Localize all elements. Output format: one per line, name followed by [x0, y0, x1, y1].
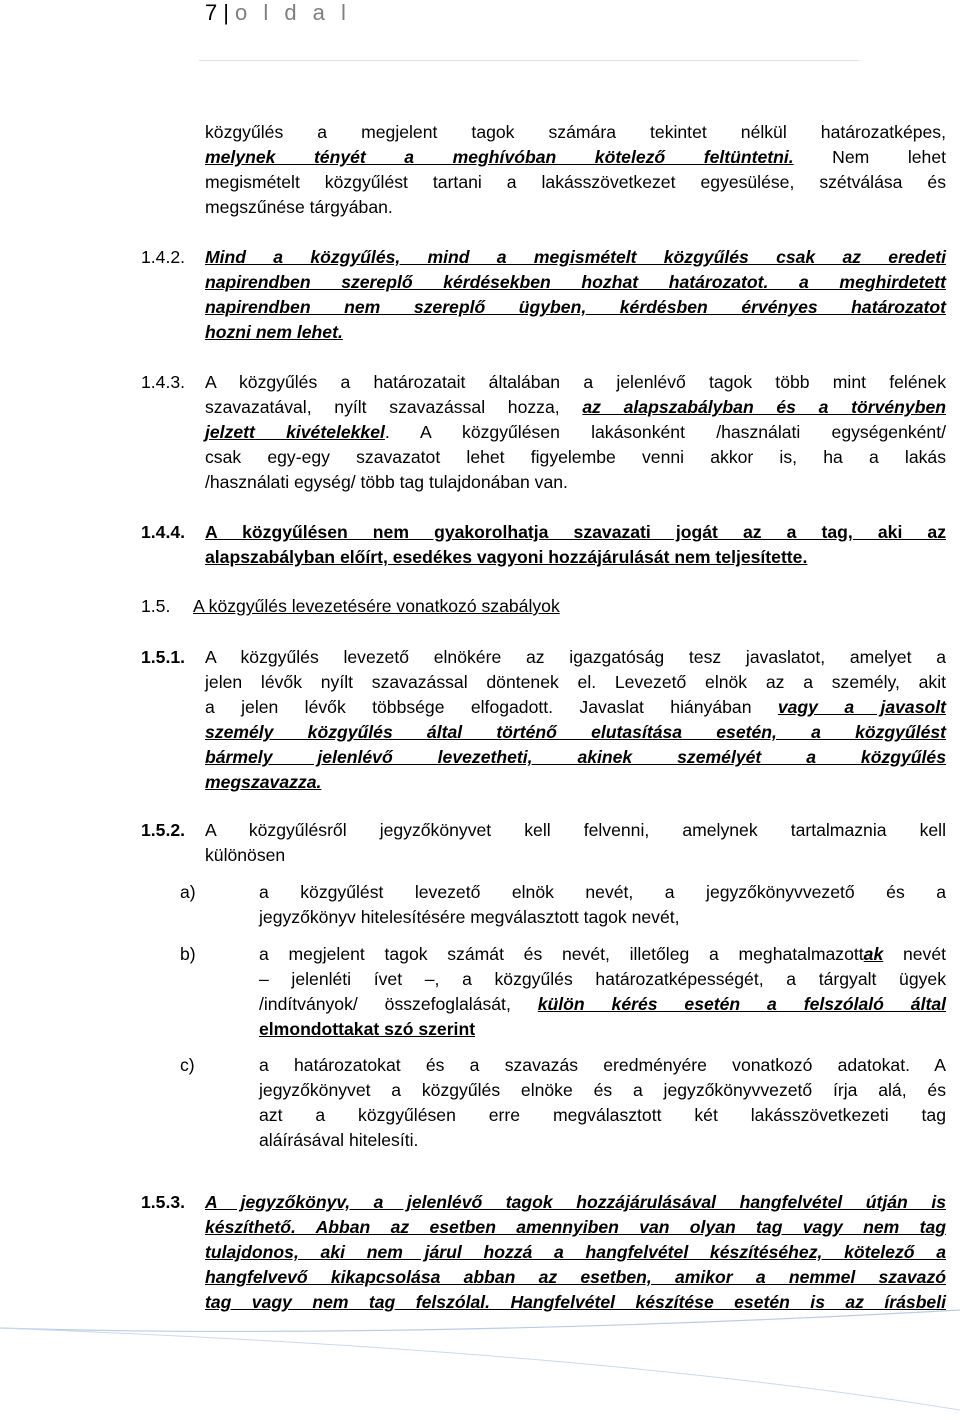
text-line: [205, 420, 946, 445]
header-divider: [199, 60, 859, 61]
text-line: megismételt közgyűlést tartani a lakásszövetkezet egyesülése, szétválása és: [205, 172, 946, 192]
list-label: c): [180, 1055, 195, 1075]
text-line: [259, 942, 946, 967]
section-1-4-3: [205, 370, 946, 495]
section-1-4-2: [205, 245, 946, 345]
text-line: készíthető. Abban az esetben amennyiben van olyan tag vagy nem tag: [205, 1217, 946, 1237]
section-1-4-4: [205, 520, 946, 570]
text-line: napirendben szereplő kérdésekben hozhat határozatot. a meghirdetett: [205, 272, 946, 292]
list-item-a: [259, 880, 946, 930]
text-span: . A közgyűlésen lakásonként /használati egységenként/: [384, 422, 946, 442]
text-line: Mind a közgyűlés, mind a megismételt közgyűlés csak az eredeti: [205, 247, 946, 267]
text-line: tulajdonos, aki nem járul hozzá a hangfelvétel készítéséhez, kötelező a: [205, 1242, 946, 1262]
text-line: [205, 695, 946, 720]
text-line: csak egy-egy szavazatot lehet figyelembe venni akkor is, ha a lakás: [205, 447, 946, 467]
page-number: 7: [205, 0, 218, 25]
text-line: hozni nem lehet.: [205, 322, 343, 342]
text-line: elmondottakat szó szerint: [259, 1019, 476, 1039]
text-line: [259, 992, 946, 1017]
text-line: megszavazza.: [205, 772, 322, 792]
section-number: 1.5.2.: [141, 820, 186, 840]
text-span: /indítványok/ összefoglalását,: [259, 994, 538, 1014]
text-span: a jelen lévők többsége elfogadott. Javaslat hiányában: [205, 697, 778, 717]
section-number: 1.5.3.: [141, 1192, 186, 1212]
text-line: a határozatokat és a szavazás eredményére vonatkozó adatokat. A: [259, 1055, 946, 1075]
section-1-5-3: [205, 1190, 946, 1315]
emphasis-text: az alapszabályban és a törvényben: [582, 397, 946, 417]
text-span: nevét: [883, 944, 946, 964]
text-line: /használati egység/ több tag tulajdonában van.: [205, 472, 568, 492]
text-line: A közgyűlésről jegyzőkönyvet kell felvenni, amelynek tartalmaznia kell: [205, 820, 946, 840]
text-span: Nem lehet: [793, 147, 946, 167]
section-number: 1.4.2.: [141, 247, 186, 267]
text-line: azt a közgyűlésen erre megválasztott két lakásszövetkezeti tag: [259, 1105, 946, 1125]
page-word: o l d a l: [234, 0, 351, 25]
list-item-b: [259, 942, 946, 1042]
text-line: tag vagy nem tag felszólal. Hangfelvétel készítése esetén is az írásbeli: [205, 1292, 946, 1312]
section-1-5-1: [205, 645, 946, 795]
text-line: megszűnése tárgyában.: [205, 197, 393, 217]
text-line: napirendben nem szereplő ügyben, kérdésben érvényes határozatot: [205, 297, 946, 317]
text-line: jegyzőkönyv hitelesítésére megválasztott tagok nevét,: [259, 907, 680, 927]
paragraph-continuation: [205, 120, 946, 220]
section-number: 1.4.3.: [141, 372, 186, 392]
text-span: szavazatával, nyílt szavazással hozza,: [205, 397, 583, 417]
text-line: – jelenléti ívet –, a közgyűlés határozatképességét, a tárgyalt ügyek: [259, 969, 946, 989]
text-line: bármely jelenlévő levezetheti, akinek személyét a közgyűlés: [205, 747, 946, 767]
emphasis-text: vagy a javasolt: [777, 697, 946, 717]
text-line: különösen: [205, 845, 286, 865]
text-line: személy közgyűlés által történő elutasítása esetén, a közgyűlést: [205, 722, 946, 742]
section-number: 1.5.1.: [141, 647, 186, 667]
text-line: A közgyűlésen nem gyakorolhatja szavazati jogát az a tag, aki az: [205, 522, 946, 542]
text-line: hangfelvevő kikapcsolása abban az esetben, amikor a nemmel szavazó: [205, 1267, 946, 1287]
list-label: a): [180, 882, 196, 902]
text-line: aláírásával hitelesíti.: [259, 1130, 419, 1150]
emphasis-text: külön kérés esetén a felszólaló által: [537, 994, 946, 1014]
text-span: a megjelent tagok számát és nevét, illetőleg a meghatalmazott: [259, 944, 864, 964]
text-line: a közgyűlést levezető elnök nevét, a jegyzőkönyvvezető és a: [259, 882, 946, 902]
text-line: A közgyűlés a határozatait általában a jelenlévő tagok több mint felének: [205, 372, 946, 392]
text-line: A jegyzőkönyv, a jelenlévő tagok hozzájárulásával hangfelvétel útján is: [205, 1192, 946, 1212]
header-separator: |: [223, 0, 229, 25]
text-line: jegyzőkönyvet a közgyűlés elnöke és a jegyzőkönyvvezető írja alá, és: [259, 1080, 946, 1100]
list-label: b): [180, 944, 196, 964]
text-line: közgyűlés a megjelent tagok számára tekintet nélkül határozatképes,: [205, 122, 946, 142]
footer-decoration-curve: [0, 1300, 960, 1426]
section-number: 1.5.: [141, 596, 171, 616]
text-line: jelen lévők nyílt szavazással döntenek el. Levezető elnök az a személy, akit: [205, 672, 946, 692]
emphasis-text: melynek tényét a meghívóban kötelező feltüntetni.: [205, 147, 794, 167]
text-line: [205, 145, 946, 170]
text-line: A közgyűlés levezető elnökére az igazgatóság tesz javaslatot, amelyet a: [205, 647, 946, 667]
section-1-5-2: [205, 818, 946, 868]
page-header: [205, 0, 351, 26]
text-line: alapszabályban előírt, esedékes vagyoni hozzájárulását nem teljesítette.: [205, 547, 808, 567]
emphasis-text: ak: [863, 944, 884, 964]
emphasis-text: jelzett kivételekkel: [205, 422, 385, 442]
section-number: 1.4.4.: [141, 522, 186, 542]
section-title: [193, 594, 934, 619]
section-title-text: A közgyűlés levezetésére vonatkozó szabályok: [193, 596, 560, 616]
text-line: [205, 395, 946, 420]
list-item-c: [259, 1053, 946, 1153]
